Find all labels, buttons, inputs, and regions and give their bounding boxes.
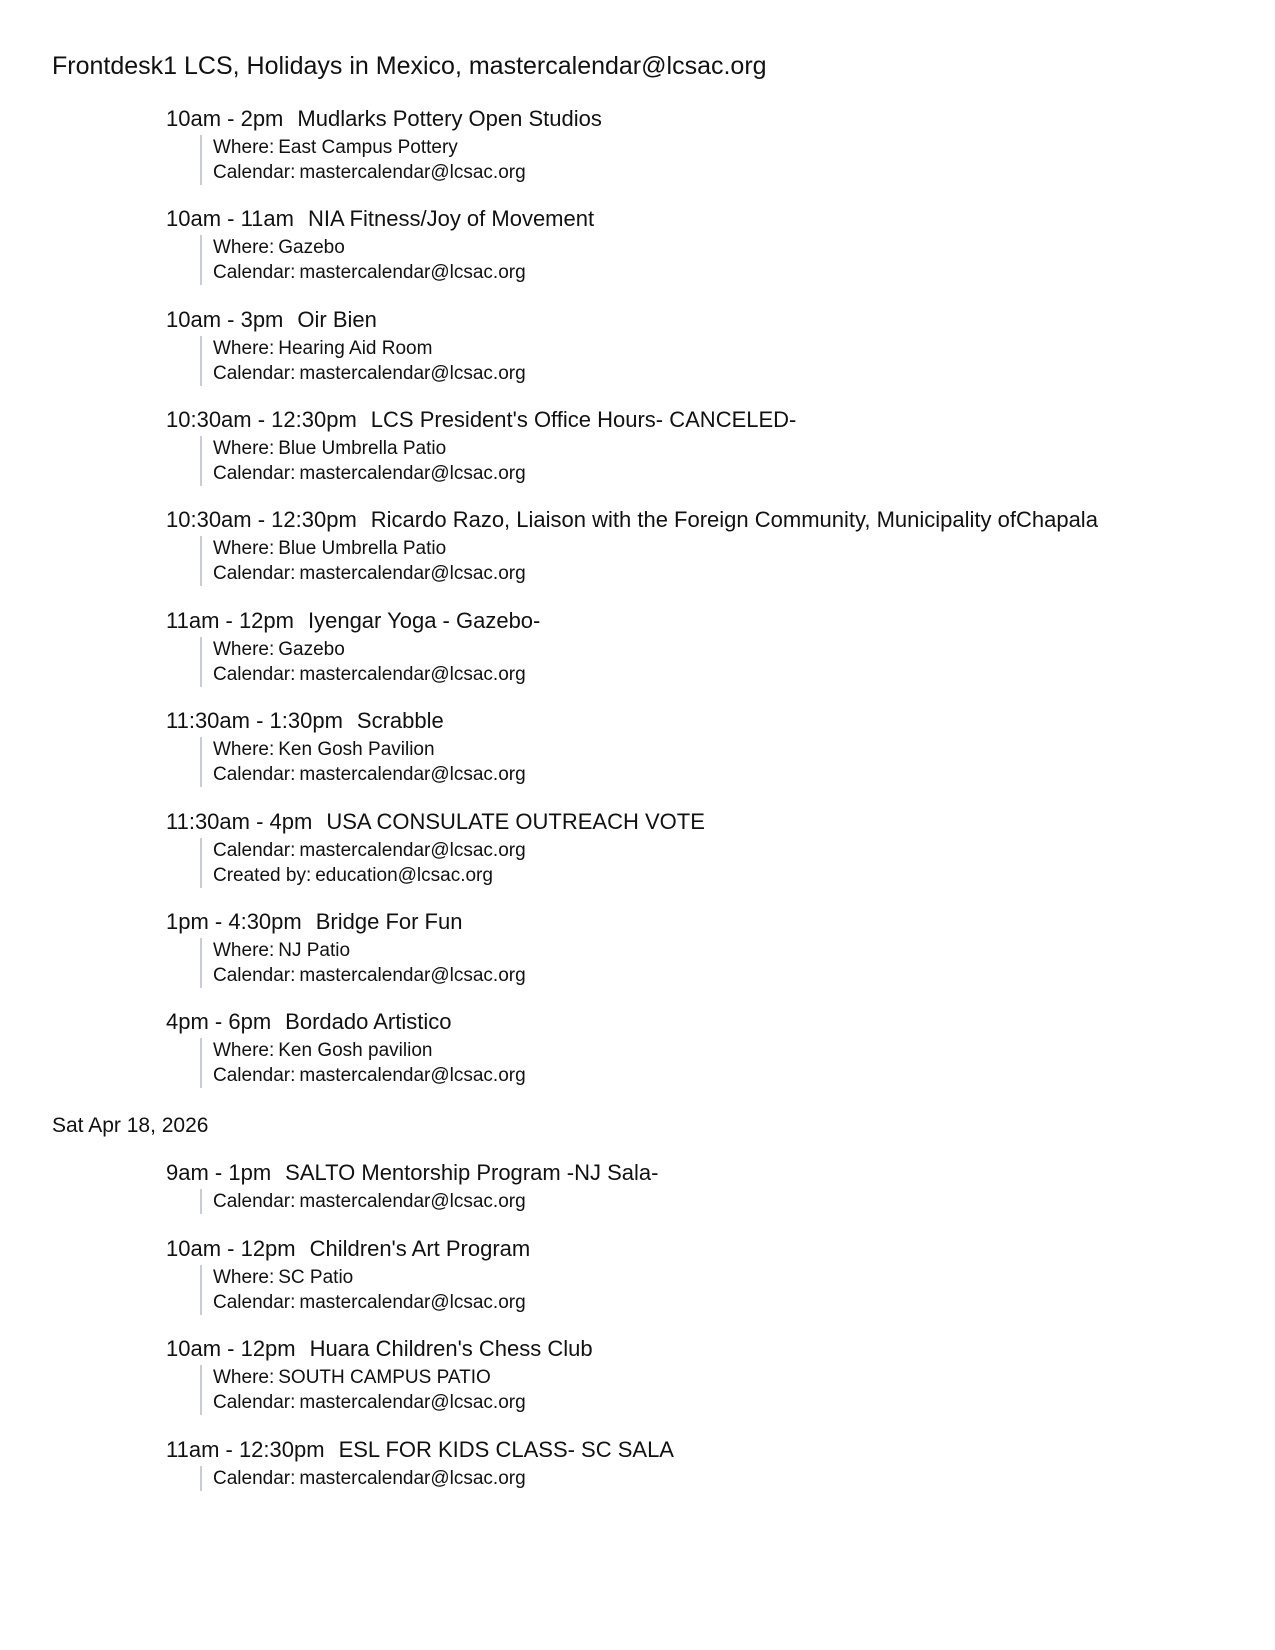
detail-value: mastercalendar@lcsac.org (299, 1468, 526, 1489)
event-calendar (213, 662, 1261, 687)
event-time: 10am - 12pm (166, 1236, 296, 1261)
event-where (213, 1265, 1261, 1290)
detail-value: mastercalendar@lcsac.org (299, 840, 526, 861)
event-created-by (213, 863, 1261, 888)
event-time: 1pm - 4:30pm (166, 909, 302, 934)
event-item[interactable] (166, 707, 1261, 787)
detail-label: Calendar: (213, 563, 296, 584)
detail-value: mastercalendar@lcsac.org (299, 965, 526, 986)
event-item[interactable] (166, 1235, 1261, 1315)
event-calendar (213, 361, 1261, 386)
event-item[interactable] (166, 1159, 1261, 1214)
detail-value: Ken Gosh Pavilion (278, 739, 435, 760)
detail-value: East Campus Pottery (278, 137, 458, 158)
detail-label: Where: (213, 739, 275, 760)
detail-label: Calendar: (213, 1065, 296, 1086)
detail-label: Where: (213, 1040, 275, 1061)
event-where (213, 938, 1261, 963)
detail-value: SOUTH CAMPUS PATIO (278, 1367, 491, 1388)
event-title: Mudlarks Pottery Open Studios (297, 106, 602, 131)
detail-label: Calendar: (213, 1468, 296, 1489)
event-title: Ricardo Razo, Liaison with the Foreign Community, Municipality ofChapala (370, 507, 1098, 532)
event-time: 11am - 12:30pm (166, 1437, 325, 1462)
detail-label: Calendar: (213, 1392, 296, 1413)
event-title: Oir Bien (297, 307, 377, 332)
detail-label: Where: (213, 1267, 275, 1288)
event-time: 11:30am - 1:30pm (166, 708, 343, 733)
event-title: USA CONSULATE OUTREACH VOTE (326, 809, 705, 834)
detail-value: education@lcsac.org (315, 865, 493, 886)
event-item[interactable] (166, 1335, 1261, 1415)
event-where (213, 737, 1261, 762)
detail-value: mastercalendar@lcsac.org (299, 363, 526, 384)
event-title-line (166, 1335, 1261, 1363)
event-calendar (213, 260, 1261, 285)
event-item[interactable] (166, 105, 1261, 185)
event-title: Bordado Artistico (285, 1009, 452, 1034)
detail-value: Gazebo (278, 639, 345, 660)
event-time: 11:30am - 4pm (166, 809, 313, 834)
event-title: Scrabble (356, 708, 444, 733)
event-title-line (166, 808, 1261, 836)
event-item[interactable] (166, 908, 1261, 988)
detail-label: Where: (213, 940, 275, 961)
event-calendar (213, 1290, 1261, 1315)
event-title: ESL FOR KIDS CLASS- SC SALA (338, 1437, 674, 1462)
event-title-line (166, 506, 1261, 534)
event-where (213, 135, 1261, 160)
event-title-line (166, 707, 1261, 735)
event-title: LCS President's Office Hours- CANCELED- (370, 407, 797, 432)
event-calendar (213, 838, 1261, 863)
event-item[interactable] (166, 607, 1261, 687)
event-title: NIA Fitness/Joy of Movement (307, 206, 595, 231)
detail-label: Where: (213, 237, 275, 258)
event-details (200, 536, 1261, 586)
detail-value: mastercalendar@lcsac.org (299, 262, 526, 283)
event-where (213, 637, 1261, 662)
detail-value: mastercalendar@lcsac.org (299, 1065, 526, 1086)
event-details (200, 235, 1261, 285)
event-title-line (166, 1159, 1261, 1187)
event-where (213, 235, 1261, 260)
detail-label: Where: (213, 338, 275, 359)
event-item[interactable] (166, 406, 1261, 486)
detail-value: mastercalendar@lcsac.org (299, 1292, 526, 1313)
detail-label: Calendar: (213, 262, 296, 283)
event-item[interactable] (166, 1008, 1261, 1088)
event-details (200, 135, 1261, 185)
event-details (200, 838, 1261, 888)
detail-label: Calendar: (213, 1292, 296, 1313)
detail-label: Calendar: (213, 965, 296, 986)
event-title: Iyengar Yoga - Gazebo- (307, 608, 541, 633)
detail-label: Where: (213, 1367, 275, 1388)
event-calendar (213, 963, 1261, 988)
detail-value: Hearing Aid Room (278, 338, 433, 359)
detail-label: Calendar: (213, 363, 296, 384)
event-calendar (213, 461, 1261, 486)
event-title: Huara Children's Chess Club (309, 1336, 593, 1361)
event-title-line (166, 908, 1261, 936)
detail-label: Calendar: (213, 463, 296, 484)
detail-label: Where: (213, 137, 275, 158)
event-details (200, 1466, 1261, 1491)
event-time: 4pm - 6pm (166, 1009, 272, 1034)
event-time: 11am - 12pm (166, 608, 294, 633)
detail-value: mastercalendar@lcsac.org (299, 764, 526, 785)
event-title-line (166, 205, 1261, 233)
event-time: 10:30am - 12:30pm (166, 507, 357, 532)
event-details (200, 1265, 1261, 1315)
detail-label: Where: (213, 639, 275, 660)
event-title-line (166, 1008, 1261, 1036)
event-calendar (213, 160, 1261, 185)
detail-value: SC Patio (278, 1267, 354, 1288)
event-time: 10am - 11am (166, 206, 294, 231)
event-title-line (166, 607, 1261, 635)
event-item[interactable] (166, 506, 1261, 586)
detail-value: mastercalendar@lcsac.org (299, 1392, 526, 1413)
event-where (213, 436, 1261, 461)
event-details (200, 1365, 1261, 1415)
detail-value: mastercalendar@lcsac.org (299, 664, 526, 685)
event-details (200, 637, 1261, 687)
detail-value: mastercalendar@lcsac.org (299, 162, 526, 183)
event-title-line (166, 406, 1261, 434)
event-where (213, 336, 1261, 361)
detail-value: mastercalendar@lcsac.org (299, 1191, 526, 1212)
event-title-line (166, 105, 1261, 133)
event-calendar (213, 1063, 1261, 1088)
detail-label: Calendar: (213, 1191, 296, 1212)
detail-value: Ken Gosh pavilion (278, 1040, 433, 1061)
event-title-line (166, 306, 1261, 334)
event-details (200, 737, 1261, 787)
event-time: 10am - 12pm (166, 1336, 296, 1361)
date-heading: Sat Apr 18, 2026 (52, 1114, 209, 1137)
event-item[interactable] (166, 808, 1261, 888)
event-time: 10:30am - 12:30pm (166, 407, 357, 432)
detail-label: Calendar: (213, 840, 296, 861)
detail-value: Blue Umbrella Patio (278, 438, 447, 459)
detail-value: mastercalendar@lcsac.org (299, 563, 526, 584)
detail-value: Gazebo (278, 237, 345, 258)
event-calendar (213, 1390, 1261, 1415)
event-item[interactable] (166, 205, 1261, 285)
event-where (213, 1365, 1261, 1390)
detail-label: Calendar: (213, 162, 296, 183)
event-title: Bridge For Fun (315, 909, 463, 934)
event-calendar (213, 1466, 1261, 1491)
event-calendar (213, 762, 1261, 787)
event-title: Children's Art Program (309, 1236, 531, 1261)
detail-label: Where: (213, 538, 275, 559)
event-title-line (166, 1235, 1261, 1263)
calendars-title: Frontdesk1 LCS, Holidays in Mexico, mastercalendar@lcsac.org (52, 52, 767, 80)
event-details (200, 1189, 1261, 1214)
event-details (200, 436, 1261, 486)
event-where (213, 1038, 1261, 1063)
event-calendar (213, 1189, 1261, 1214)
detail-label: Calendar: (213, 664, 296, 685)
event-time: 10am - 2pm (166, 106, 284, 131)
event-where (213, 536, 1261, 561)
detail-value: mastercalendar@lcsac.org (299, 463, 526, 484)
detail-label: Created by: (213, 865, 312, 886)
event-details (200, 938, 1261, 988)
detail-label: Calendar: (213, 764, 296, 785)
event-details (200, 1038, 1261, 1088)
event-details (200, 336, 1261, 386)
detail-label: Where: (213, 438, 275, 459)
event-title: SALTO Mentorship Program -NJ Sala- (285, 1160, 659, 1185)
event-calendar (213, 561, 1261, 586)
event-time: 10am - 3pm (166, 307, 284, 332)
event-title-line (166, 1436, 1261, 1464)
detail-value: Blue Umbrella Patio (278, 538, 447, 559)
detail-value: NJ Patio (278, 940, 351, 961)
event-item[interactable] (166, 1436, 1261, 1491)
event-time: 9am - 1pm (166, 1160, 272, 1185)
event-item[interactable] (166, 306, 1261, 386)
